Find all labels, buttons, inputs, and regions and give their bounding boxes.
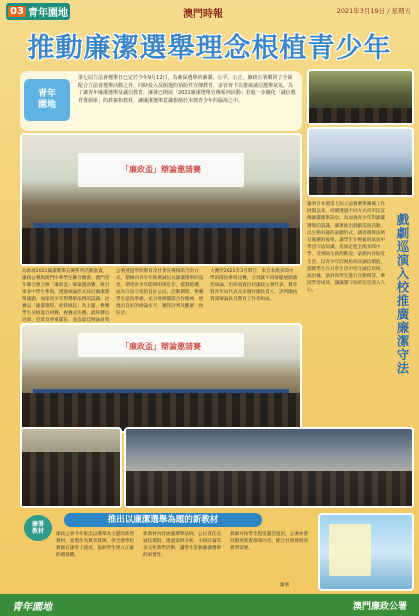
section-number: 03: [10, 6, 24, 17]
footer-logo: 澳門廉政公署: [352, 602, 407, 612]
photo-figures: [22, 452, 120, 506]
stage-banner-text: 「廉政盃」辯論邀請賽: [120, 341, 201, 351]
photo-figures: [22, 393, 300, 431]
article-column-1: 為推廣2021廉潔選舉宣傳系列活動嘉賓，廉政公署與澳門中華學生聯合總會、澳門青年聯合會合辦「廉政盃」辯論邀請賽，吸引眾多中學生參與，透過辯論形式探討廉潔選舉議題，加深青少年對選舉法例的認識。比賽以「廉潔選舉，從我做起」為主題，參賽學生分組進行初賽、複賽及決賽，最終選出冠軍、亞軍及季軍隊伍，並設最佳辯論員獎: [22, 269, 110, 323]
section-logo: [24, 79, 70, 121]
intro-box: [20, 71, 302, 131]
page-footer: [0, 594, 419, 616]
photo-students-performance: [307, 69, 414, 125]
section-name: 青年園地: [27, 8, 68, 19]
article-column-2: 公署透過學校教育及社會宣傳相結合的方式，積極向青少年推廣誠信及廉潔選舉的訊息，期望青少年能夠明辨是非、抵制賄選，成為守法守規的良好公民。活動期間，參賽學生認真準備，充分發揮團隊合作精神，展現出良好的辯論水平，獲得評判及觀眾一致好評。: [116, 269, 204, 316]
photo-stage-banner: [78, 153, 245, 187]
photo-drama-stage: [307, 127, 414, 197]
photo-figures: [309, 108, 412, 123]
intro-text: 第七屆立法會選舉日已定於今年9月12日，為確保選舉的廉潔、公平、公正，廉政公署聯同了全面配合立法會選舉活動之外，同時投入反賄選的預防性宣傳教育，多管齊下以推廣誠信選舉氣氛。為了讓青年廉潔選舉及誠信教育，廉署已開展「2021廉潔選舉宣傳系列活動」若進一步擴化「誠信教育資源庫」的教案和教材，讓廉潔選舉意識根植於本澳青少年的腦海之中。: [78, 75, 296, 104]
photo-debate-competition: [20, 133, 302, 266]
photo-group-portrait: [20, 427, 122, 508]
photo-material-card: [329, 524, 370, 576]
stage-banner-text: 「廉政盃」辯論邀請賽: [120, 164, 201, 174]
article-column-right: 廉署自本澳第七屆立法會選舉籌備工作展開以來，持續透過不同方式向市民宣傳廉潔選舉訊息。為加強青少年對廉潔選舉的認識，廉署推出戲劇巡演活動，以生動有趣的話劇形式，講述選舉法例及賄選的後果，讓學生在輕鬆的氣氛中學習守法知識。巡演走進全澳多間中學，受到師生熱烈歡迎。話劇內容貼近生活，以青少年的視角探討誠信價值，提醒學生在日常生活中堅守誠信原則。演出後，演員與學生進行互動問答，鞏固學習成效，讓廉潔守法的信息深入人心。: [307, 202, 386, 294]
bottom-column-2: 新教材內容涵蓋選舉法例、公民責任及誠信價值，透過案例分析、小組討論等多元化教學活動，讓學生掌握廉潔選舉的重要性。: [143, 532, 222, 558]
vertical-heading: 戲劇巡演入校推廣廉潔守法: [395, 213, 410, 375]
photo-audience: [22, 228, 300, 264]
photo-teaching-material: [318, 513, 414, 591]
section-chip: [24, 515, 52, 541]
page-headline: 推動廉潔選舉理念根植青少年: [27, 33, 392, 64]
page-header: [0, 0, 419, 24]
article-column-3: 大賽於2021年3月舉行，來自本澳多間中學的隊伍參與比賽，分別就不同辯題展開激烈辯論。出席嘉賓包括廉政公署代表、教育暨青年局代表及多個社團負責人，評判團由資深辯論員及教育工作者組成。: [210, 269, 298, 302]
photo-debate-teams: [20, 323, 302, 433]
subheading-banner: 推出以廉潔選舉為題的新教材: [64, 513, 262, 527]
issue-date: 2021年3月19日 / 星期五: [336, 7, 411, 15]
masthead: 澳門時報: [183, 9, 223, 20]
footer-brand: 青年園地: [12, 602, 52, 613]
photo-figures: [309, 177, 412, 195]
photo-audience-hall: [124, 427, 414, 508]
bottom-column-1: 廉政公署今年推出以選舉為主題的新增教材，並製作為教育資源，供全澳學校教師在課堂上使用，協助學生建立正確的價值觀。: [56, 532, 135, 558]
section-logo-text: 青年 園地: [37, 89, 56, 110]
bottom-column-3: 教師可按學生程度靈活運用，公署亦會持續更新資源庫內容，配合社會發展及教學需要。: [230, 532, 309, 551]
photo-audience: [126, 471, 412, 506]
photo-stage-banner: [78, 333, 245, 356]
section-badge: [6, 3, 70, 20]
byline: 廉署: [280, 583, 290, 588]
section-chip-text: 廉署 教材: [31, 521, 44, 535]
